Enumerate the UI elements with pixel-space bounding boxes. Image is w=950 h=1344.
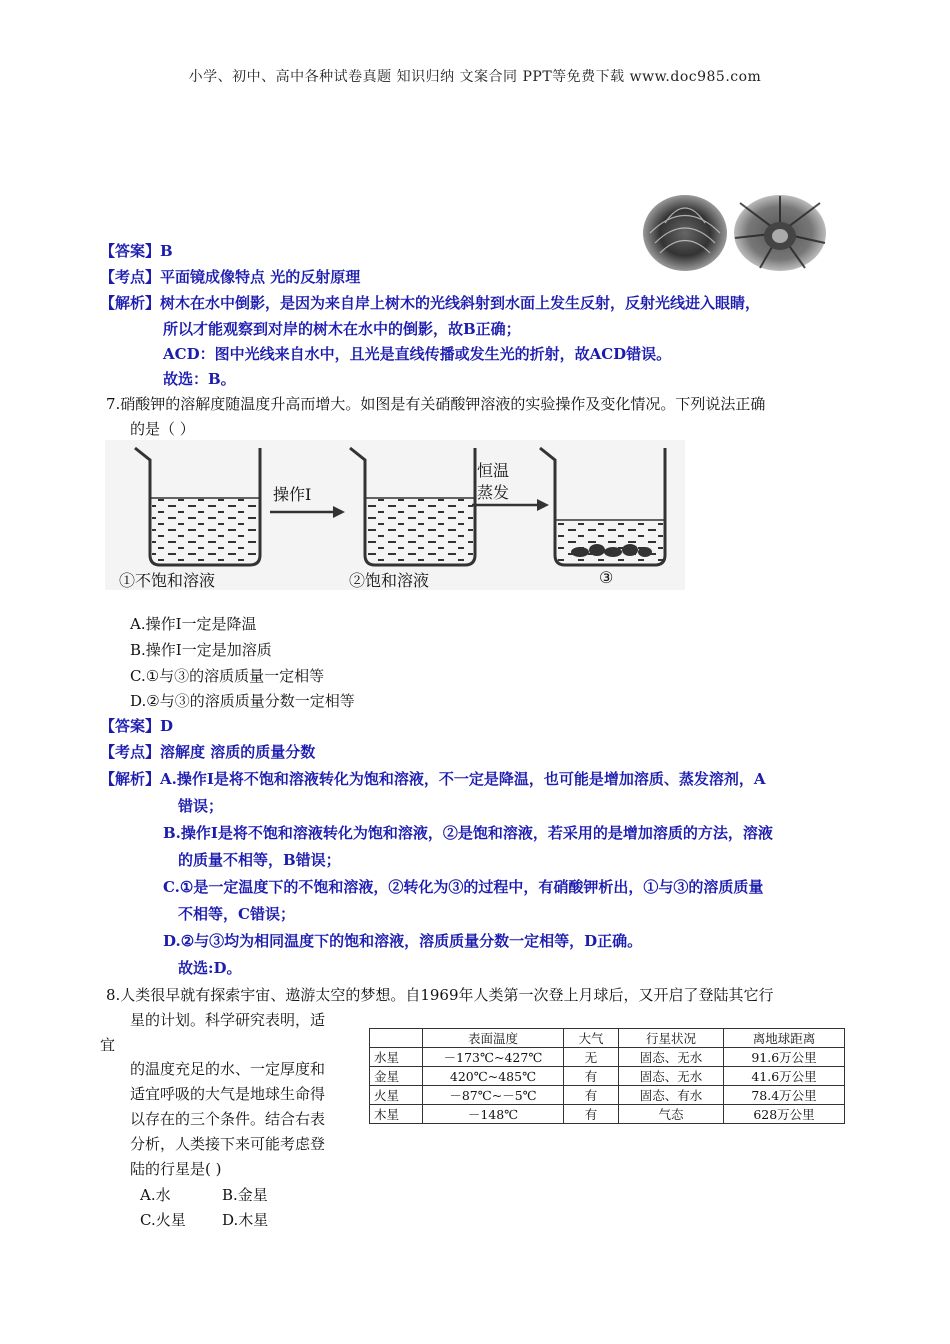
q7-option-d: D.②与③的溶质质量分数一定相等 bbox=[130, 692, 355, 710]
q8-stem-2: 星的计划。科学研究表明，适 bbox=[130, 1011, 326, 1029]
table-cell: －173℃~427℃ bbox=[423, 1048, 564, 1067]
table-cell: 固态、无水 bbox=[619, 1048, 724, 1067]
arrow-2-label-top: 恒温 bbox=[477, 461, 510, 480]
table-cell: 有 bbox=[564, 1105, 619, 1124]
table-cell: 420℃~485℃ bbox=[423, 1067, 564, 1086]
q7-jiexi-a2: 错误； bbox=[178, 797, 224, 815]
table-header-cell: 表面温度 bbox=[423, 1029, 564, 1048]
q6-jiexi-2: 所以才能观察到对岸的树木在水中的倒影，故B正确； bbox=[163, 320, 521, 338]
table-row bbox=[370, 1048, 845, 1067]
q7-kaodian: 【考点】溶解度 溶质的质量分数 bbox=[100, 743, 316, 761]
q8-option-b: B.金星 bbox=[222, 1186, 268, 1204]
table-cell: －87℃~－5℃ bbox=[423, 1086, 564, 1105]
q6-jiexi-3: ACD：图中光线来自水中，且光是直线传播或发生光的折射，故ACD错误。 bbox=[163, 345, 672, 363]
q8-stem-5: 适宜呼吸的大气是地球生命得 bbox=[130, 1085, 326, 1103]
table-cell: 91.6万公里 bbox=[724, 1048, 845, 1067]
table-cell: 固态、无水 bbox=[619, 1067, 724, 1086]
q6-jiexi-4: 故选：B。 bbox=[163, 370, 236, 388]
table-cell: －148℃ bbox=[423, 1105, 564, 1124]
table-header-cell: 大气 bbox=[564, 1029, 619, 1048]
table-cell: 628万公里 bbox=[724, 1105, 845, 1124]
q7-option-a: A.操作Ⅰ一定是降温 bbox=[130, 615, 257, 633]
q7-jiexi-c2: 不相等，C错误； bbox=[178, 905, 295, 923]
table-header-cell: 离地球距离 bbox=[724, 1029, 845, 1048]
table-cell: 气态 bbox=[619, 1105, 724, 1124]
q7-option-c: C.①与③的溶质质量一定相等 bbox=[130, 667, 325, 685]
q7-jiexi-a1: 【解析】A.操作Ⅰ是将不饱和溶液转化为饱和溶液，不一定是降温，也可能是增加溶质、蒸发溶剂，A bbox=[100, 770, 766, 788]
q7-stem-2: 的是（ ） bbox=[130, 420, 195, 438]
planet-table-wrap bbox=[369, 1028, 845, 1124]
table-cell: 固态、有水 bbox=[619, 1086, 724, 1105]
q8-stem-3: 宜 bbox=[100, 1036, 116, 1054]
q7-option-b: B.操作Ⅰ一定是加溶质 bbox=[130, 641, 272, 659]
table-cell: 有 bbox=[564, 1086, 619, 1105]
beaker-1-label: ①不饱和溶液 bbox=[119, 571, 216, 590]
q6-answer: 【答案】B bbox=[100, 242, 173, 260]
table-cell: 火星 bbox=[370, 1086, 423, 1105]
table-row bbox=[370, 1086, 845, 1105]
table-cell: 无 bbox=[564, 1048, 619, 1067]
q8-stem-8: 陆的行星是( ) bbox=[130, 1160, 222, 1178]
q7-jiexi-d2: 故选:D。 bbox=[178, 959, 242, 977]
table-header-cell: 行星状况 bbox=[619, 1029, 724, 1048]
arrow-1-label: 操作Ⅰ bbox=[273, 485, 312, 504]
q8-stem-6: 以存在的三个条件。结合右表 bbox=[130, 1110, 326, 1128]
table-cell: 有 bbox=[564, 1067, 619, 1086]
planet-table bbox=[369, 1028, 845, 1124]
q6-jiexi-1: 【解析】树木在水中倒影，是因为来自岸上树木的光线斜射到水面上发生反射，反射光线进入眼睛， bbox=[100, 294, 761, 312]
q7-jiexi-b1: B.操作Ⅰ是将不饱和溶液转化为饱和溶液，②是饱和溶液，若采用的是增加溶质的方法，溶液 bbox=[163, 824, 773, 842]
q8-option-d: D.木星 bbox=[222, 1211, 269, 1229]
q6-kaodian: 【考点】平面镜成像特点 光的反射原理 bbox=[100, 268, 361, 286]
table-header-row bbox=[370, 1029, 845, 1048]
plant-photos bbox=[640, 188, 830, 273]
beaker-figure bbox=[105, 440, 685, 590]
q8-stem-1: 8.人类很早就有探索宇宙、遨游太空的梦想。自1969年人类第一次登上月球后，又开启了登陆其它行 bbox=[106, 986, 774, 1004]
arrow-2-label-bottom: 蒸发 bbox=[477, 483, 510, 502]
plant-photo-image bbox=[640, 188, 830, 273]
q7-jiexi-b2: 的质量不相等，B错误； bbox=[178, 851, 341, 869]
table-cell: 木星 bbox=[370, 1105, 423, 1124]
q8-stem-7: 分析，人类接下来可能考虑登 bbox=[130, 1135, 326, 1153]
beaker-3-label: ③ bbox=[599, 568, 614, 587]
table-cell: 41.6万公里 bbox=[724, 1067, 845, 1086]
q8-stem-4: 的温度充足的水、一定厚度和 bbox=[130, 1060, 326, 1078]
table-row bbox=[370, 1105, 845, 1124]
q7-stem-1: 7.硝酸钾的溶解度随温度升高而增大。如图是有关硝酸钾溶液的实验操作及变化情况。下列说法正确 bbox=[106, 395, 766, 413]
table-cell: 78.4万公里 bbox=[724, 1086, 845, 1105]
beaker-2-label: ②饱和溶液 bbox=[349, 571, 430, 590]
table-header-cell bbox=[370, 1029, 423, 1048]
table-row bbox=[370, 1067, 845, 1086]
q7-jiexi-c1: C.①是一定温度下的不饱和溶液，②转化为③的过程中，有硝酸钾析出，①与③的溶质质量 bbox=[163, 878, 764, 896]
page-header: 小学、初中、高中各种试卷真题 知识归纳 文案合同 PPT等免费下载 www.doc985.com bbox=[188, 69, 762, 85]
q7-answer: 【答案】D bbox=[100, 717, 174, 735]
table-cell: 金星 bbox=[370, 1067, 423, 1086]
q7-jiexi-d1: D.②与③均为相同温度下的饱和溶液，溶质质量分数一定相等，D正确。 bbox=[163, 932, 643, 950]
q8-option-c: C.火星 bbox=[140, 1211, 186, 1229]
table-cell: 水星 bbox=[370, 1048, 423, 1067]
q8-option-a: A.水 bbox=[140, 1186, 171, 1204]
